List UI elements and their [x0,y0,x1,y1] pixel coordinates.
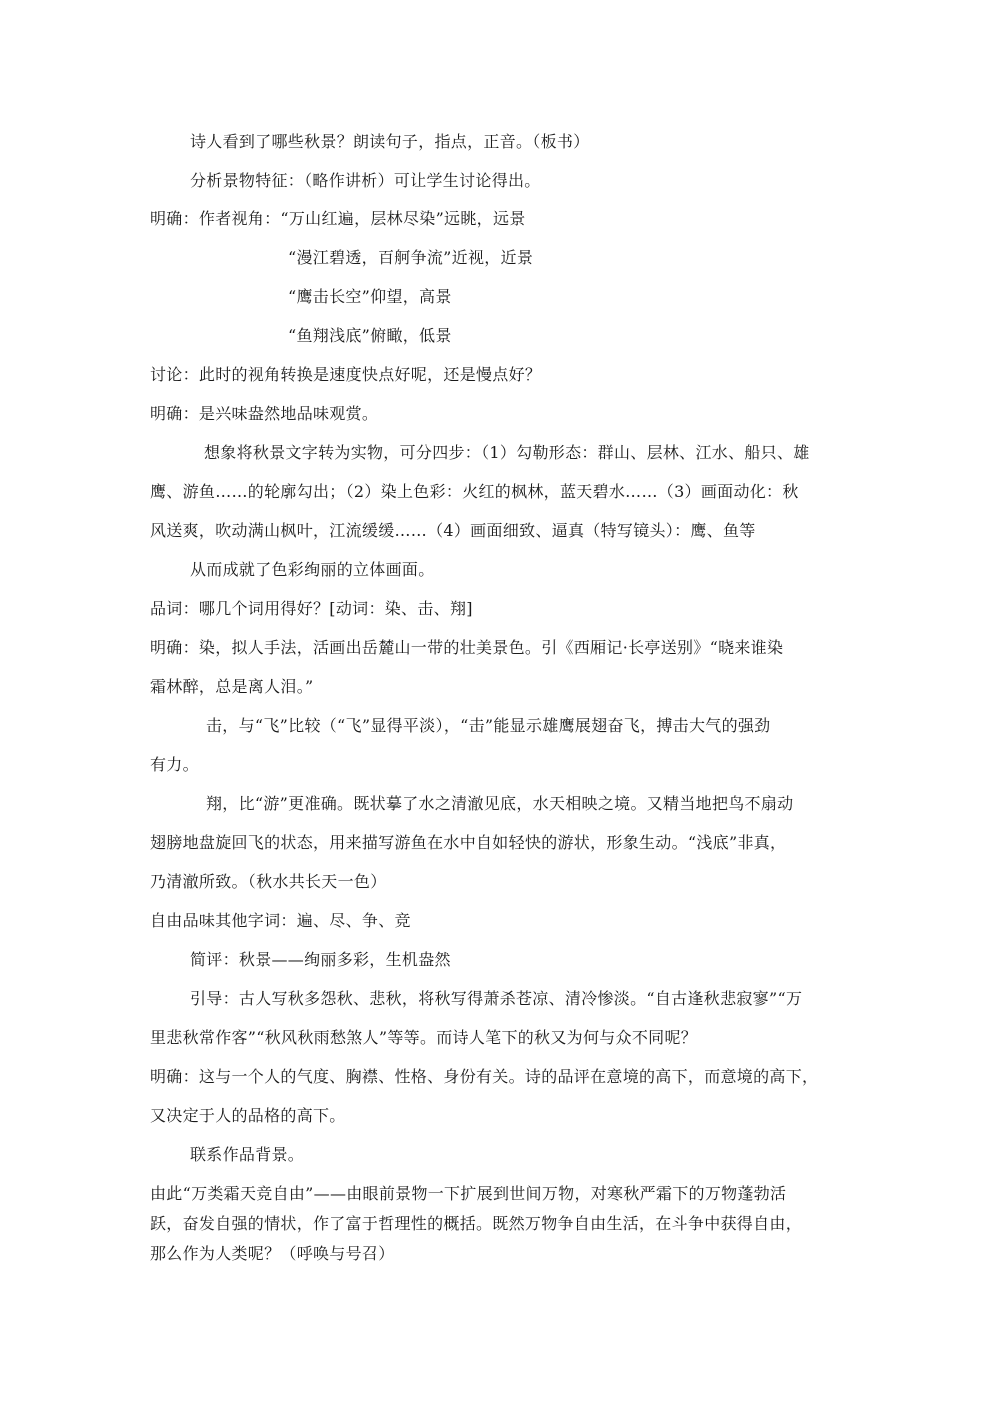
text-line-15: 霜林醉，总是离人泪。” [150,677,314,696]
text-line-21: 自由品味其他字词：遍、尽、争、竞 [150,911,411,930]
text-line-24: 里悲秋常作客”“秋风秋雨愁煞人”等等。而诗人笔下的秋又为何与众不同呢？ [150,1028,698,1047]
text-line-10: 鹰、游鱼……的轮廓勾出；（2）染上色彩：火红的枫林，蓝天碧水……（3）画面动化：秋 [150,482,799,501]
text-line-11: 风送爽，吹动满山枫叶，江流缓缓……（4）画面细致、逼真（特写镜头）：鹰、鱼等 [150,521,756,540]
text-line-12: 从而成就了色彩绚丽的立体画面。 [190,560,435,579]
text-line-26: 又决定于人的品格的高下。 [150,1106,346,1125]
text-line-7: 讨论：此时的视角转换是速度快点好呢，还是慢点好？ [150,365,542,384]
text-line-5: “鹰击长空”仰望，高景 [288,287,452,306]
text-line-25: 明确：这与一个人的气度、胸襟、性格、身份有关。诗的品评在意境的高下，而意境的高下， [150,1067,819,1086]
text-line-27: 联系作品背景。 [190,1145,305,1164]
text-line-16: 击，与“飞”比较（“飞”显得平淡），“击”能显示雄鹰展翅奋飞，搏击大气的强劲 [206,716,771,735]
text-line-3: 明确：作者视角：“万山红遍，层林尽染”远眺，远景 [150,209,526,228]
text-line-28: 由此“万类霜天竞自由”——由眼前景物一下扩展到世间万物，对寒秋严霜下的万物蓬勃活 [150,1184,787,1203]
text-line-4: “漫江碧透，百舸争流”近视，近景 [288,248,534,267]
text-line-23: 引导：古人写秋多怨秋、悲秋，将秋写得萧杀苍凉、清冷惨淡。“自古逢秋悲寂寥”“万 [190,989,803,1008]
text-line-29: 跃，奋发自强的情状，作了富于哲理性的概括。既然万物争自由生活，在斗争中获得自由， [150,1214,803,1233]
text-line-9: 想象将秋景文字转为实物，可分四步：（1）勾勒形态：群山、层林、江水、船只、雄 [204,443,810,462]
text-line-2: 分析景物特征：（略作讲析）可让学生讨论得出。 [190,171,541,190]
text-line-8: 明确：是兴味盎然地品味观赏。 [150,404,379,423]
text-line-30: 那么作为人类呢？（呼唤与号召） [150,1244,395,1263]
text-line-1: 诗人看到了哪些秋景？朗读句子，指点，正音。（板书） [190,132,590,151]
text-line-19: 翅膀地盘旋回飞的状态，用来描写游鱼在水中自如轻快的游状，形象生动。“浅底”非真， [150,833,787,852]
text-line-17: 有力。 [150,755,199,774]
text-line-18: 翔，比“游”更准确。既状摹了水之清澈见底，水天相映之境。又精当地把鸟不扇动 [206,794,794,813]
text-line-22: 简评：秋景——绚丽多彩，生机盎然 [190,950,451,969]
text-line-6: “鱼翔浅底”俯瞰，低景 [288,326,452,345]
text-line-20: 乃清澈所致。（秋水共长天一色） [150,872,387,891]
text-line-14: 明确：染，拟人手法，活画出岳麓山一带的壮美景色。引《西厢记·长亭送别》“晓来谁染 [150,638,784,657]
text-line-13: 品词：哪几个词用得好？[动词：染、击、翔] [150,599,473,618]
